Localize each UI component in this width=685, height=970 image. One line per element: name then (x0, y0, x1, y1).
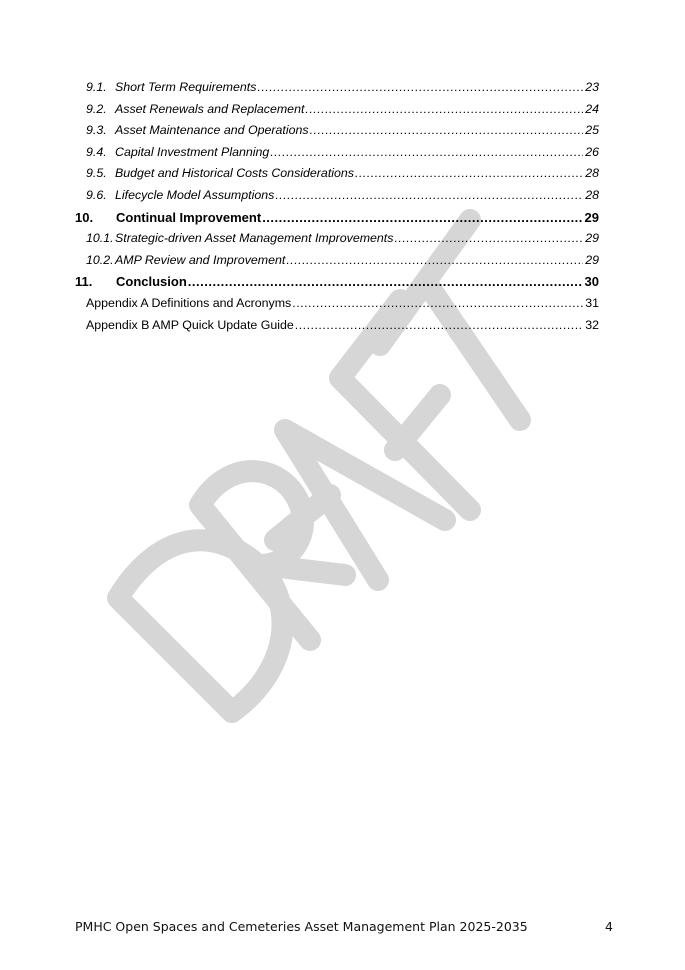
toc-entry-title: AMP Review and Improvement (115, 252, 286, 267)
toc-entry-number: 10.2. (86, 252, 114, 267)
footer-page-number: 4 (605, 919, 613, 934)
toc-entry[interactable] (75, 188, 599, 210)
toc-entry[interactable] (75, 80, 599, 102)
toc-entry-title: Conclusion (116, 274, 187, 290)
toc-dot-leader (275, 188, 583, 202)
toc-entry-number: 9.1. (86, 80, 107, 94)
toc-dot-leader (292, 296, 583, 310)
toc-entry-number: 9.5. (86, 166, 107, 181)
toc-entry-page: 29 (585, 231, 599, 246)
toc-entry-number: 9.4. (86, 144, 107, 159)
toc-entry-title: Appendix A Definitions and Acronyms (86, 295, 292, 310)
toc-entry-number: 9.3. (86, 123, 107, 138)
page-footer (75, 919, 613, 934)
toc-entry[interactable] (75, 210, 599, 232)
toc-entry-page: 23 (585, 80, 599, 94)
toc-dot-leader (262, 210, 582, 225)
toc-dot-leader (310, 123, 584, 137)
toc-entry-title: Appendix B AMP Quick Update Guide (86, 317, 294, 332)
toc-entry[interactable] (75, 123, 599, 145)
toc-dot-leader (394, 231, 583, 245)
toc-entry-number: 9.2. (86, 101, 107, 116)
toc-dot-leader (295, 318, 583, 332)
toc-entry-page: 26 (585, 144, 599, 159)
toc-dot-leader (355, 166, 583, 180)
toc-entry-page: 30 (584, 274, 599, 290)
toc-entry-page: 24 (585, 101, 599, 116)
toc-entry-number: 9.6. (86, 187, 107, 202)
table-of-contents (75, 80, 599, 339)
toc-entry-page: 25 (585, 123, 599, 138)
toc-entry[interactable] (75, 318, 599, 340)
toc-entry-page: 28 (585, 187, 599, 202)
toc-entry-title: Continual Improvement (116, 209, 262, 225)
toc-entry-title: Short Term Requirements (115, 80, 257, 94)
toc-entry[interactable] (75, 296, 599, 318)
toc-entry-title: Budget and Historical Costs Considerations (115, 166, 354, 181)
toc-dot-leader (286, 253, 583, 267)
toc-dot-leader (270, 145, 583, 159)
toc-entry-title: Asset Maintenance and Operations (115, 123, 309, 138)
toc-entry-number: 11. (75, 274, 93, 290)
toc-entry-page: 29 (584, 209, 599, 225)
toc-entry-number: 10.1. (86, 231, 114, 246)
toc-entry-page: 32 (585, 317, 599, 332)
toc-dot-leader (257, 80, 583, 94)
footer-document-title: PMHC Open Spaces and Cemeteries Asset Management Plan 2025-2035 (75, 919, 528, 934)
toc-entry[interactable] (75, 145, 599, 167)
toc-entry-title: Strategic-driven Asset Management Improvements (115, 231, 394, 246)
toc-entry-page: 28 (585, 166, 599, 181)
toc-entry-page: 31 (585, 295, 599, 310)
toc-entry[interactable] (75, 166, 599, 188)
toc-entry-number: 10. (75, 209, 94, 225)
toc-entry-title: Lifecycle Model Assumptions (115, 187, 275, 202)
toc-entry-title: Asset Renewals and Replacement (115, 101, 305, 116)
toc-entry[interactable] (75, 253, 599, 275)
toc-dot-leader (305, 102, 583, 116)
toc-entry-title: Capital Investment Planning (115, 144, 270, 159)
toc-entry-page: 29 (585, 252, 599, 267)
toc-entry[interactable] (75, 274, 599, 296)
toc-entry[interactable] (75, 102, 599, 124)
toc-dot-leader (188, 274, 583, 289)
toc-entry[interactable] (75, 231, 599, 253)
